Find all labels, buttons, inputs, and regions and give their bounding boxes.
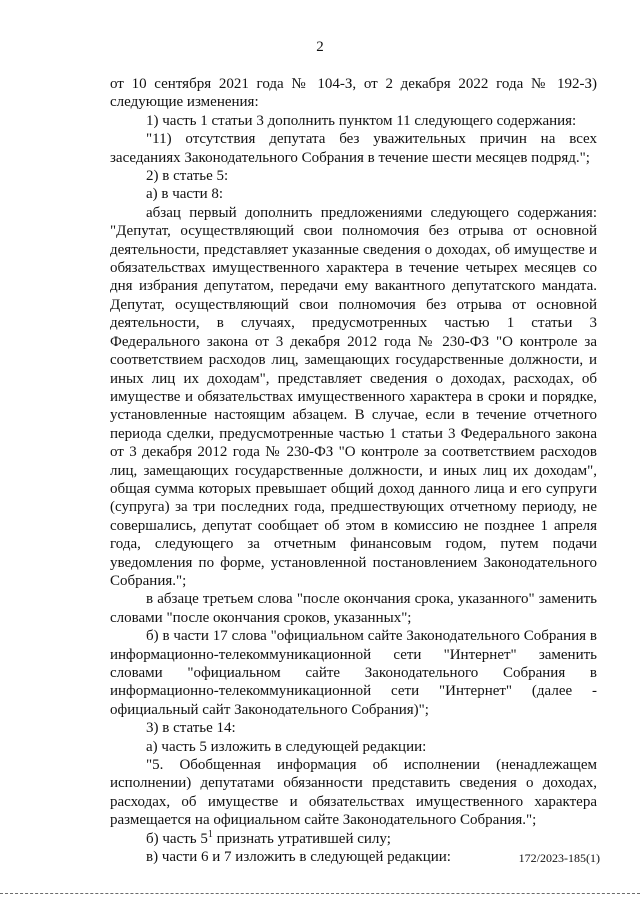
paragraph: б) в части 17 слова "официальном сайте Законодательного Собрания в информационно-телекоммуникационной сети "Интернет" заменить словами "официальном сайте Законодательного Собрания в информационно-телекоммуникационной сети "Интернет" (далее - официальный сайт Законодательного Собрания)"; [110,628,597,718]
paragraph: 3) в статье 14: [146,720,236,737]
paragraph: от 10 сентября 2021 года № 104-З, от 2 декабря 2022 года № 192-З) следующие изменения: [110,76,597,111]
paragraph: в абзаце третьем слова "после окончания срока, указанного" заменить словами "после окончания сроков, указанных"; [110,591,597,626]
document-code: 172/2023-185(1) [518,851,600,865]
paragraph: а) в части 8: [146,186,224,203]
paragraph-text: признать утратившей силу; [212,830,391,847]
paragraph-text: б) часть 5 [146,830,208,847]
document-body [110,75,597,866]
paragraph: 1) часть 1 статьи 3 дополнить пунктом 11 следующего содержания: [146,112,577,129]
paragraph: абзац первый дополнить предложениями следующего содержания: "Депутат, осуществляющий свои полномочия без отрыва от основной деятельности, представляет указанные сведения о доходах, об имуществе и обязательствах имущественного характера в течение четырех месяцев со дня избрания депутатом, передачи ему вакантного депутатского мандата. Депутат, осуществляющий свои полномочия без отрыва от основной деятельности, в случаях, предусмотренных частью 1 статьи 3 Федерального закона от 3 декабря 2012 года № 230-ФЗ "О контроле за соответствием расходов лиц, замещающих государственные должности, и иных лиц их доходам", представляет сведения о доходах, расходах, об имуществе и обязательствах имущественного характера в сроки и порядке, установленные настоящим абзацем. В случае, если в течение отчетного периода сделки, предусмотренные частью 1 статьи 3 Федерального закона от 3 декабря 2012 года № 230-ФЗ "О контроле за соответствием расходов лиц, замещающих государственные должности, и иных лиц их доходам", общая сумма которых превышает общий доход данного лица и его супруги (супруга) за три последних года, предшествующих отчетному периоду, не совершались, депутат сообщает об этом в комиссию не позднее 1 апреля года, следующего за отчетным финансовым годом, путем подачи уведомления по форме, установленной постановлением Законодательного Собрания."; [110,204,597,589]
paragraph: "5. Обобщенная информация об исполнении (ненадлежащем исполнении) депутатами обязанности представить сведения о доходах, расходах, об имуществе и обязательствах имущественного характера размещается на официальном сайте Законодательного Собрания."; [110,757,597,829]
paragraph [110,830,597,848]
superscript: 1 [207,828,213,840]
paragraph: "11) отсутствия депутата без уважительных причин на всех заседаниях Законодательного Собрания в течение шести месяцев подряд."; [110,131,597,166]
page-bottom-edge [0,893,640,895]
paragraph: а) часть 5 изложить в следующей редакции: [146,738,427,755]
paragraph: в) части 6 и 7 изложить в следующей редакции: [146,849,451,866]
paragraph: 2) в статье 5: [146,168,229,185]
page-number: 2 [316,39,324,55]
